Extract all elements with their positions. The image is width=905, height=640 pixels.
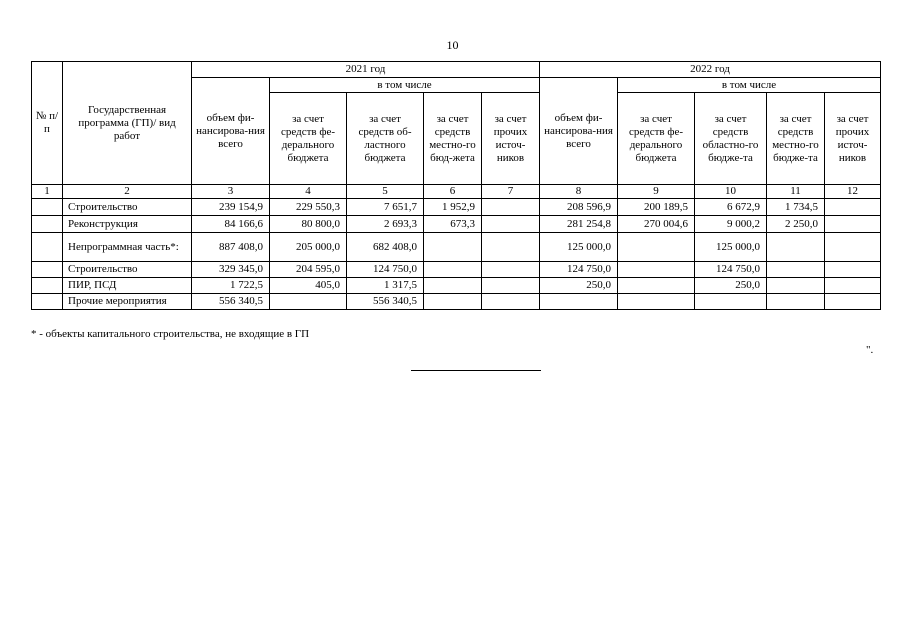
row-name-cell: Строительство xyxy=(63,262,192,278)
row-name-cell: Реконструкция xyxy=(63,216,192,233)
value-cell: 124 750,0 xyxy=(695,262,767,278)
table-row xyxy=(32,294,881,310)
value-cell: 208 596,9 xyxy=(540,199,618,216)
header-local-2021: за счет средств местно-го бюд-жета xyxy=(424,93,482,185)
value-cell: 1 317,5 xyxy=(347,278,424,294)
row-number-cell xyxy=(32,278,63,294)
row-name-cell: Строительство xyxy=(63,199,192,216)
value-cell: 270 004,6 xyxy=(618,216,695,233)
value-cell xyxy=(482,262,540,278)
column-number-cell: 7 xyxy=(482,185,540,199)
table-row xyxy=(32,278,881,294)
column-number-cell: 11 xyxy=(767,185,825,199)
separator-line xyxy=(411,370,541,371)
value-cell xyxy=(482,216,540,233)
value-cell xyxy=(825,294,881,310)
value-cell: 673,3 xyxy=(424,216,482,233)
value-cell xyxy=(767,233,825,262)
column-number-cell: 12 xyxy=(825,185,881,199)
value-cell xyxy=(482,199,540,216)
value-cell: 84 166,6 xyxy=(192,216,270,233)
value-cell: 250,0 xyxy=(540,278,618,294)
value-cell xyxy=(825,262,881,278)
closing-quote: ". xyxy=(866,344,874,356)
column-number-cell: 3 xyxy=(192,185,270,199)
column-number-cell: 2 xyxy=(63,185,192,199)
value-cell xyxy=(618,233,695,262)
value-cell: 1 734,5 xyxy=(767,199,825,216)
value-cell: 682 408,0 xyxy=(347,233,424,262)
header-total-2021: объем фи-нансирова-ния всего xyxy=(192,78,270,185)
header-federal-2021: за счет средств фе-дерального бюджета xyxy=(270,93,347,185)
row-name-cell: Непрограммная часть*: xyxy=(63,233,192,262)
table-row xyxy=(32,216,881,233)
value-cell: 125 000,0 xyxy=(540,233,618,262)
value-cell: 6 672,9 xyxy=(695,199,767,216)
value-cell xyxy=(424,233,482,262)
value-cell xyxy=(767,278,825,294)
column-number-cell: 8 xyxy=(540,185,618,199)
value-cell: 9 000,2 xyxy=(695,216,767,233)
value-cell: 124 750,0 xyxy=(540,262,618,278)
value-cell: 125 000,0 xyxy=(695,233,767,262)
value-cell xyxy=(618,262,695,278)
row-number-cell xyxy=(32,233,63,262)
table-row xyxy=(32,199,881,216)
header-year-2022: 2022 год xyxy=(540,62,881,78)
table-row xyxy=(32,262,881,278)
value-cell xyxy=(540,294,618,310)
value-cell xyxy=(825,216,881,233)
footnote: * - объекты капитального строительства, не входящие в ГП xyxy=(31,328,310,340)
value-cell xyxy=(767,262,825,278)
table-row xyxy=(32,233,881,262)
value-cell: 200 189,5 xyxy=(618,199,695,216)
value-cell xyxy=(825,199,881,216)
row-number-cell xyxy=(32,216,63,233)
value-cell: 2 693,3 xyxy=(347,216,424,233)
page-number: 10 xyxy=(446,38,459,52)
header-regional-2022: за счет средств областно-го бюдже-та xyxy=(695,93,767,185)
budget-table xyxy=(31,61,881,310)
row-number-cell xyxy=(32,199,63,216)
header-regional-2021: за счет средств об-ластного бюджета xyxy=(347,93,424,185)
value-cell: 556 340,5 xyxy=(347,294,424,310)
header-other-2022: за счет прочих источ-ников xyxy=(825,93,881,185)
header-including-2021: в том числе xyxy=(270,78,540,93)
header-local-2022: за счет средств местно-го бюдже-та xyxy=(767,93,825,185)
value-cell xyxy=(482,278,540,294)
column-number-cell: 5 xyxy=(347,185,424,199)
header-total-2022: объем фи-нансирова-ния всего xyxy=(540,78,618,185)
value-cell xyxy=(424,294,482,310)
header-number: № п/п xyxy=(32,62,63,185)
value-cell xyxy=(424,262,482,278)
value-cell: 124 750,0 xyxy=(347,262,424,278)
header-other-2021: за счет прочих источ-ников xyxy=(482,93,540,185)
column-number-cell: 1 xyxy=(32,185,63,199)
header-year-2021: 2021 год xyxy=(192,62,540,78)
header-federal-2022: за счет средств фе-дерального бюджета xyxy=(618,93,695,185)
value-cell: 281 254,8 xyxy=(540,216,618,233)
value-cell: 329 345,0 xyxy=(192,262,270,278)
column-number-cell: 6 xyxy=(424,185,482,199)
row-name-cell: Прочие мероприятия xyxy=(63,294,192,310)
value-cell: 556 340,5 xyxy=(192,294,270,310)
value-cell: 204 595,0 xyxy=(270,262,347,278)
value-cell: 7 651,7 xyxy=(347,199,424,216)
value-cell: 205 000,0 xyxy=(270,233,347,262)
column-number-cell: 4 xyxy=(270,185,347,199)
value-cell: 80 800,0 xyxy=(270,216,347,233)
row-number-cell xyxy=(32,262,63,278)
value-cell xyxy=(424,278,482,294)
value-cell: 887 408,0 xyxy=(192,233,270,262)
value-cell: 250,0 xyxy=(695,278,767,294)
value-cell xyxy=(695,294,767,310)
value-cell xyxy=(618,294,695,310)
value-cell: 239 154,9 xyxy=(192,199,270,216)
row-number-cell xyxy=(32,294,63,310)
value-cell xyxy=(618,278,695,294)
value-cell xyxy=(482,233,540,262)
header-program: Государственная программа (ГП)/ вид работ xyxy=(63,62,192,185)
value-cell: 229 550,3 xyxy=(270,199,347,216)
row-name-cell: ПИР, ПСД xyxy=(63,278,192,294)
value-cell: 1 952,9 xyxy=(424,199,482,216)
column-number-cell: 9 xyxy=(618,185,695,199)
value-cell: 405,0 xyxy=(270,278,347,294)
value-cell: 1 722,5 xyxy=(192,278,270,294)
value-cell: 2 250,0 xyxy=(767,216,825,233)
value-cell xyxy=(482,294,540,310)
value-cell xyxy=(825,233,881,262)
value-cell xyxy=(825,278,881,294)
table-body xyxy=(32,199,881,310)
header-including-2022: в том числе xyxy=(618,78,881,93)
value-cell xyxy=(767,294,825,310)
column-number-cell: 10 xyxy=(695,185,767,199)
value-cell xyxy=(270,294,347,310)
